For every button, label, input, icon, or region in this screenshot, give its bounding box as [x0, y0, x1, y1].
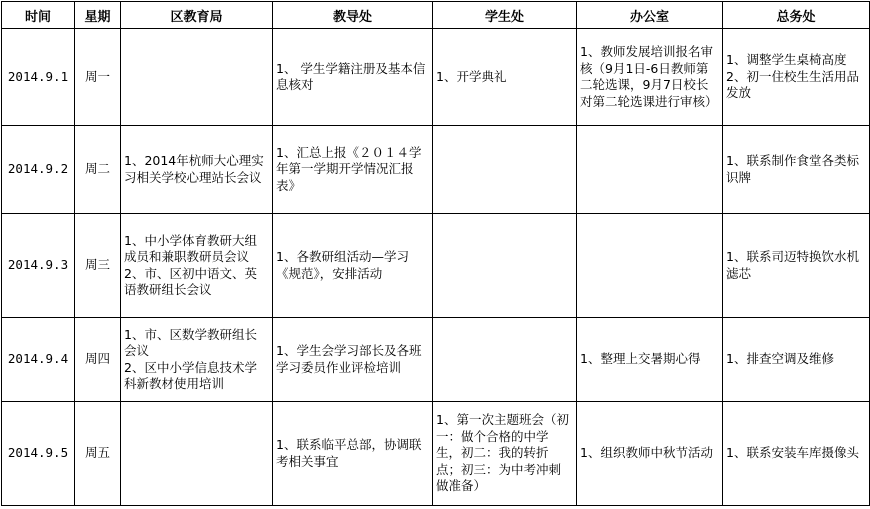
general-cell: 1、联系安装车库摄像头: [723, 402, 870, 506]
date-cell: 2014.9.2: [2, 126, 75, 214]
student-cell: 1、第一次主题班会（初一：做个合格的中学生，初二：我的转折点；初三：为中考冲刺做准备）: [433, 402, 577, 506]
table-row: [2, 126, 870, 214]
academic-cell: 1、各教研组活动—学习《规范》，安排活动: [273, 214, 433, 318]
district-cell: 1、市、区数学教研组长会议 2、区中小学信息技术学科新教材使用培训: [121, 318, 273, 402]
district-cell: 1、2014年杭师大心理实习相关学校心理站长会议: [121, 126, 273, 214]
weekday-cell: 周三: [75, 214, 121, 318]
office-cell: 1、教师发展培训报名审核（9月1日-6日教师第二轮选课，9月7日校长对第二轮选课进行审核）: [577, 29, 723, 126]
date-cell: 2014.9.4: [2, 318, 75, 402]
academic-cell: 1、 学生学籍注册及基本信息核对: [273, 29, 433, 126]
table-row: [2, 318, 870, 402]
academic-cell: 1、汇总上报《２０１４学年第一学期开学情况汇报表》: [273, 126, 433, 214]
district-cell: [121, 402, 273, 506]
student-cell: [433, 126, 577, 214]
header-time: 时间: [2, 2, 75, 29]
weekday-cell: 周二: [75, 126, 121, 214]
weekday-cell: 周五: [75, 402, 121, 506]
header-admin-office: 办公室: [577, 2, 723, 29]
academic-cell: 1、联系临平总部，协调联考相关事宜: [273, 402, 433, 506]
date-cell: 2014.9.5: [2, 402, 75, 506]
schedule-table: [1, 1, 870, 506]
weekday-cell: 周一: [75, 29, 121, 126]
office-cell: 1、整理上交暑期心得: [577, 318, 723, 402]
header-weekday: 星期: [75, 2, 121, 29]
general-cell: 1、排查空调及维修: [723, 318, 870, 402]
office-cell: [577, 214, 723, 318]
office-cell: [577, 126, 723, 214]
date-cell: 2014.9.3: [2, 214, 75, 318]
student-cell: 1、开学典礼: [433, 29, 577, 126]
date-cell: 2014.9.1: [2, 29, 75, 126]
header-student-office: 学生处: [433, 2, 577, 29]
header-academic-office: 教导处: [273, 2, 433, 29]
district-cell: 1、中小学体育教研大组成员和兼职教研员会议 2、市、区初中语文、英语教研组长会议: [121, 214, 273, 318]
general-cell: 1、调整学生桌椅高度 2、初一住校生生活用品发放: [723, 29, 870, 126]
table-row: [2, 29, 870, 126]
table-row: [2, 402, 870, 506]
general-cell: 1、联系司迈特换饮水机滤芯: [723, 214, 870, 318]
header-row: [2, 2, 870, 29]
header-general-affairs: 总务处: [723, 2, 870, 29]
table-row: [2, 214, 870, 318]
header-district-bureau: 区教育局: [121, 2, 273, 29]
student-cell: [433, 214, 577, 318]
office-cell: 1、组织教师中秋节活动: [577, 402, 723, 506]
academic-cell: 1、学生会学习部长及各班学习委员作业评检培训: [273, 318, 433, 402]
student-cell: [433, 318, 577, 402]
general-cell: 1、联系制作食堂各类标识牌: [723, 126, 870, 214]
district-cell: [121, 29, 273, 126]
weekday-cell: 周四: [75, 318, 121, 402]
